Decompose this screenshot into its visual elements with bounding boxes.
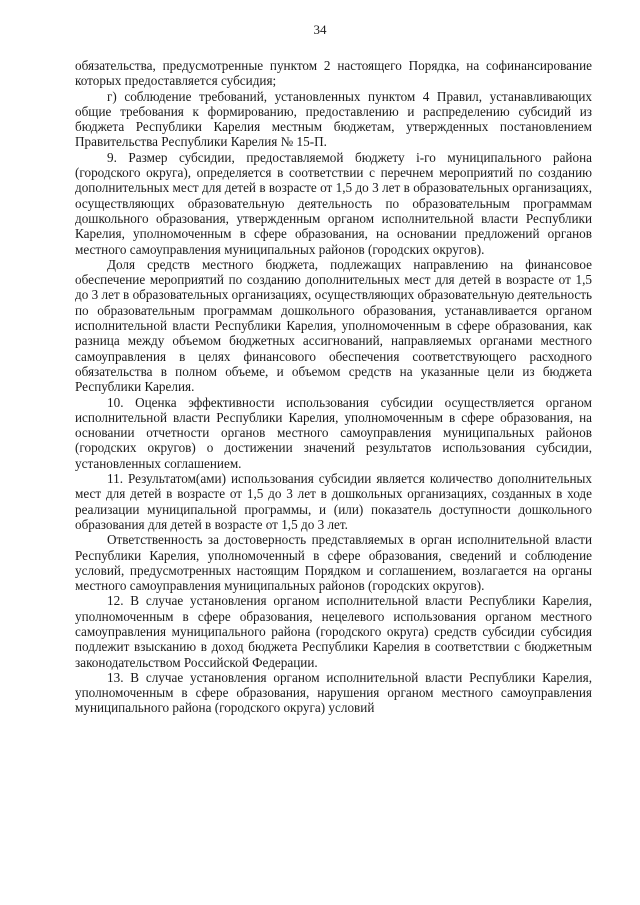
paragraph-subitem-g: г) соблюдение требований, установленных пунктом 4 Правил, устанавливающих общие требования к формированию, предоставлению и распределению субсидий из бюджета Республики Карелия местным бюджетам, утвержденных постановлением Правительства Республики Карелия № 15-П. [75,88,592,150]
page-number: 34 [313,22,327,37]
paragraph-item-12: 12. В случае установления органом исполнительной власти Республики Карелия, уполномоченным в сфере образования, нецелевого использования органом местного самоуправления муниципального района (городского округа) средств субсидии субсидия подлежит взысканию в доход бюджета Республики Карелия в соответствии с бюджетным законодательством Российской Федерации. [75,593,592,670]
scan-edge-mark [628,560,634,880]
document-body [75,58,592,716]
paragraph-item-11: 11. Результатом(ами) использования субсидии является количество дополнительных мест для детей в возрасте от 1,5 до 3 лет в дошкольных организациях, созданных в ходе реализации муниципальной программы, и (или) показатель доступности дошкольного образования для детей в возрасте от 1,5 до 3 лет. [75,471,592,532]
paragraph-local-budget-share: Доля средств местного бюджета, подлежащих направлению на финансовое обеспечение мероприятий по созданию дополнительных мест для детей в возрасте от 1,5 до 3 лет в образовательных организациях, осуществляющих образовательную деятельность по образовательным программам дошкольного образования, устанавливается органом исполнительной власти Республики Карелия, уполномоченным в сфере образования, как разница между объемом бюджетных ассигнований, направляемых органами местного самоуправления в целях финансового обеспечения соответствующего расходного обязательства в полном объеме, и объемом средств на указанные цели из бюджета Республики Карелия. [75,256,592,395]
paragraph-item-9: 9. Размер субсидии, предоставляемой бюджету i-го муниципального района (городского округа), определяется в соответствии с перечнем мероприятий по созданию дополнительных мест для детей в возрасте от 1,5 до 3 лет в образовательных организациях, осуществляющих образовательную деятельность по образовательным программам дошкольного образования, утвержденным органом исполнительной власти Республики Карелия, уполномоченным в сфере образования, на основании предложений органов местного самоуправления муниципальных районов (городских округов). [75,149,592,257]
paragraph-item-10: 10. Оценка эффективности использования субсидии осуществляется органом исполнительной власти Республики Карелия, уполномоченным в сфере образования, на основании отчетности органов местного самоуправления муниципальных районов (городских округов) о достижении значений результатов использования субсидии, установленных соглашением. [75,394,592,471]
paragraph-item-13: 13. В случае установления органом исполнительной власти Республики Карелия, уполномоченным в сфере образования, нарушения органом местного самоуправления муниципального района (городского округа) условий [75,669,592,716]
paragraph-continuation: обязательства, предусмотренные пунктом 2 настоящего Порядка, на софинансирование которых предоставляется субсидия; [75,58,592,89]
paragraph-responsibility: Ответственность за достоверность представляемых в орган исполнительной власти Республики Карелия, уполномоченный в сфере образования, сведений и соблюдение условий, предусмотренных настоящим Порядком и соглашением, возлагается на органы местного самоуправления муниципальных районов (городских округов). [75,532,592,594]
